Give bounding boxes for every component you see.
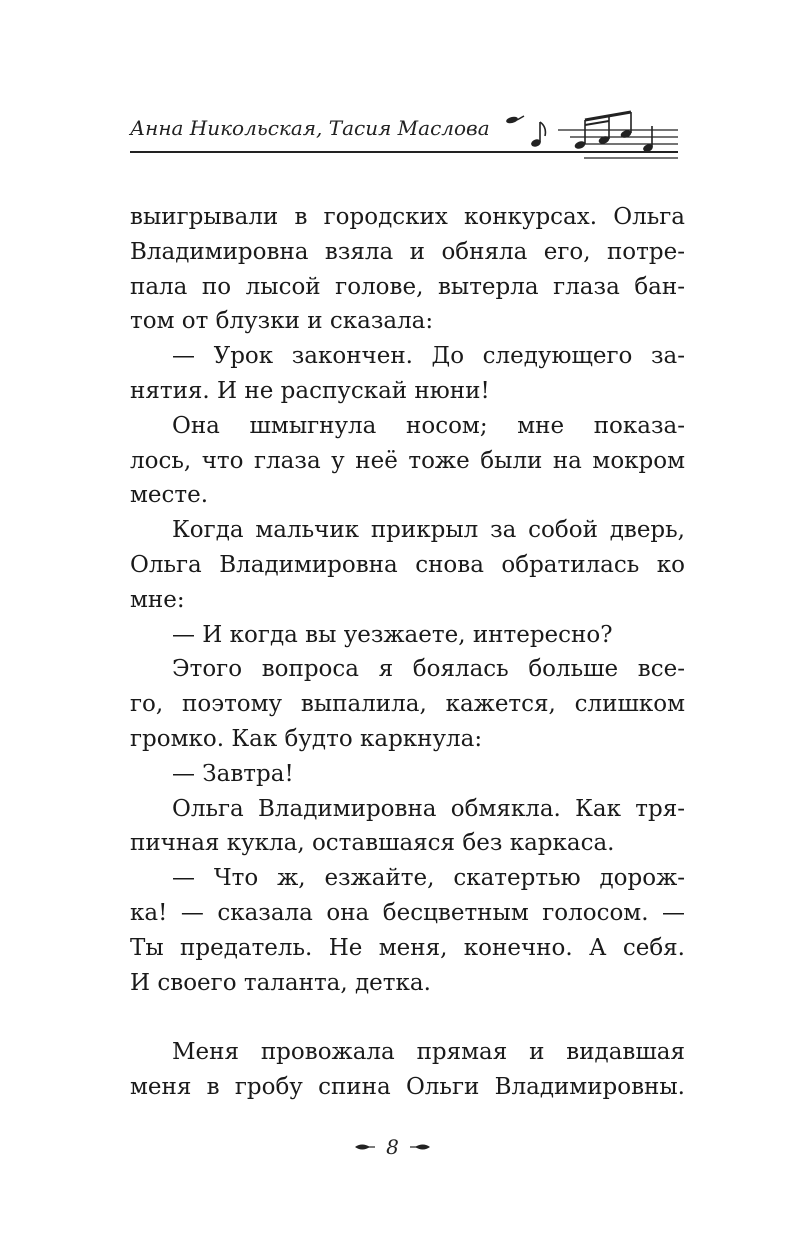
text-line: Этого вопроса я боялась больше все- [172, 656, 685, 683]
text-line: пичная кукла, оставшаяся без каркаса. [130, 830, 615, 857]
text-line: пала по лысой голове, вытерла глаза бан- [130, 273, 685, 300]
text-line: Она шмыгнула носом; мне показа- [172, 412, 685, 439]
section-break [130, 1000, 685, 1035]
leaf-ornament-icon [409, 1142, 431, 1152]
text-line: Меня провожала прямая и видавшая [172, 1039, 685, 1066]
page-number: 8 [386, 1134, 399, 1159]
text-line: громко. Как будто каркнула: [130, 725, 483, 752]
text-line: Владимировна взяла и обняла его, потре- [130, 238, 685, 265]
leaf-ornament-icon [354, 1142, 376, 1152]
text-line: — Что ж, езжайте, скатертью дорож- [172, 865, 685, 892]
running-header [130, 100, 678, 160]
text-line: Ольга Владимировна снова обратилась ко [130, 551, 685, 578]
text-line: ка! — сказала она бесцветным голосом. — [130, 899, 685, 926]
text-line: — Урок закончен. До следующего за- [172, 343, 685, 370]
text-line: месте. [130, 482, 209, 509]
text-line: том от блузки и сказала: [130, 308, 434, 335]
header-divider [130, 151, 678, 153]
text-line: — Завтра! [172, 760, 294, 787]
page-body-text [130, 200, 685, 1105]
page-footer [0, 1133, 785, 1159]
text-line: Когда мальчик прикрыл за собой дверь, [172, 517, 685, 544]
text-line: го, поэтому выпалила, кажется, слишком [130, 691, 685, 718]
text-line: И своего таланта, детка. [130, 969, 431, 996]
text-line: мне: [130, 586, 185, 613]
text-line: выигрывали в городских конкурсах. Ольга [130, 204, 685, 230]
text-line: Ты предатель. Не меня, конечно. А себя. [130, 934, 685, 961]
text-line: нятия. И не распускай нюни! [130, 377, 490, 404]
text-line: лось, что глаза у неё тоже были на мокром [130, 447, 685, 474]
text-line: Ольга Владимировна обмякла. Как тря- [172, 795, 685, 822]
text-line: меня в гробу спина Ольги Владимировны. [130, 1073, 685, 1100]
text-line: — И когда вы уезжаете, интересно? [172, 621, 613, 648]
header-author-title: Анна Никольская, Тасия Маслова [130, 116, 490, 140]
